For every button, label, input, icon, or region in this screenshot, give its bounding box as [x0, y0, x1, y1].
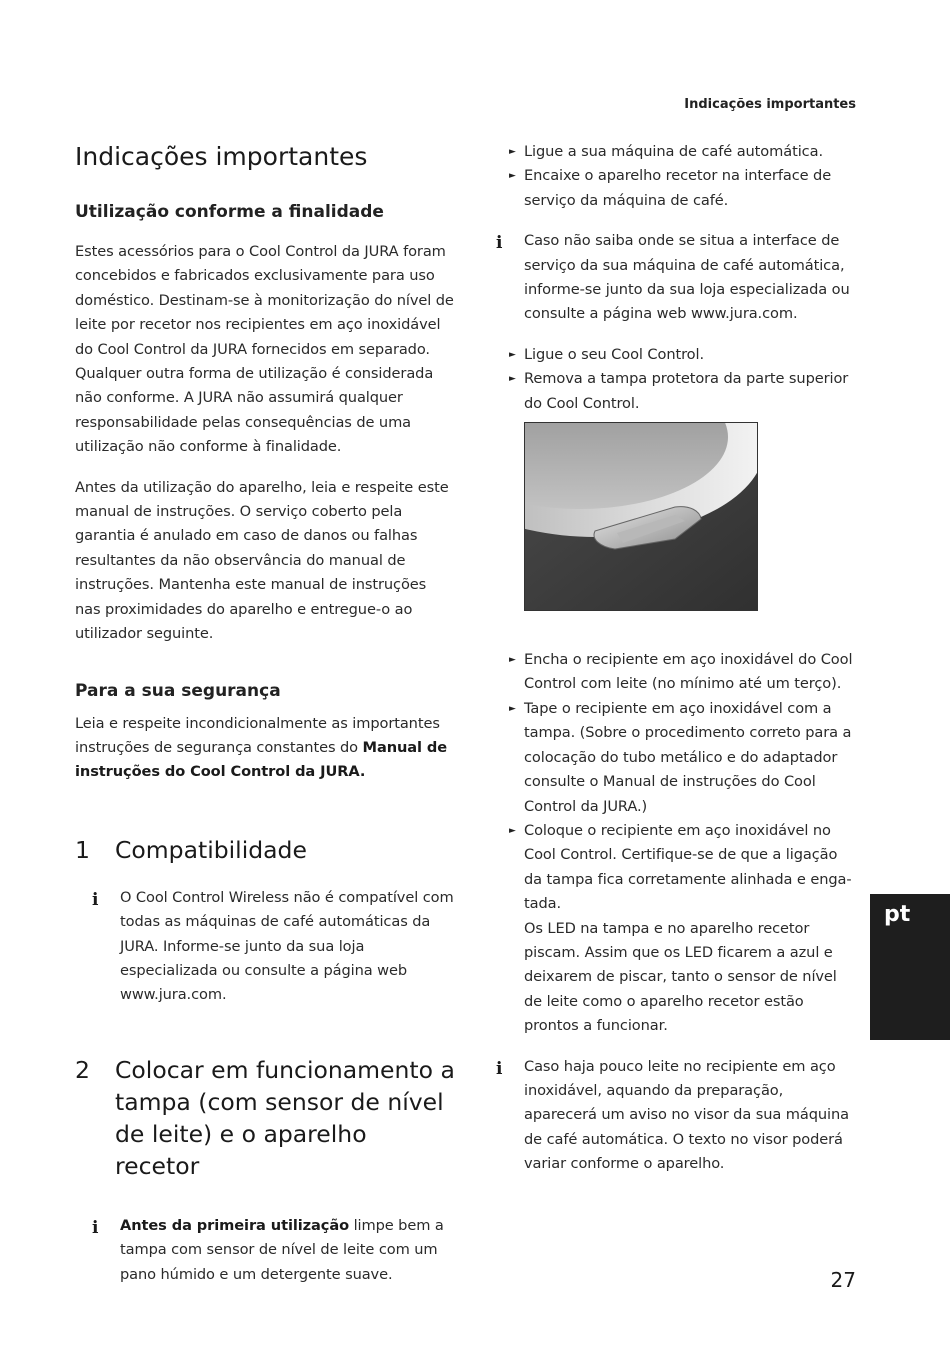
section-1-heading	[75, 834, 455, 866]
language-code: pt	[884, 902, 911, 927]
step-item	[496, 697, 858, 819]
safety-manual-reference: Manual de instruções do Cool Control da JURA.	[75, 738, 448, 781]
first-use-label: Antes da primeira utilização	[120, 1216, 350, 1234]
running-header: Indicações importantes	[684, 97, 856, 112]
page-title: Indicações importantes	[75, 142, 368, 171]
section-2-info-text	[120, 1214, 455, 1287]
section-1-info	[92, 886, 455, 1008]
step-text: Tape o recipiente em aço inoxidável com a tampa. (Sobre o procedimento correto para a colocação do tubo metálico e do adaptador consulte o Manual de instruções do Cool Control da JURA.)	[524, 699, 852, 815]
bullet-triangle-icon: ►	[509, 171, 516, 182]
bullet-triangle-icon: ►	[509, 147, 516, 157]
bullet-triangle-icon: ►	[509, 703, 516, 714]
paragraph-intended-use: Estes acessórios para o Cool Control da JURA foram concebidos e fabricados exclusivamente para uso doméstico. Destinam-se à monitorização do nível de leite por recetor nos recipientes em aço inoxidável do Cool Control da JURA fornecidos em separado. Qualquer outra forma de utilização é considerada não conforme. A JURA não assumirá qualquer responsabilidade pelas consequências de uma utilização não conforme à finalidade.	[75, 243, 454, 456]
step-text: Encha o recipiente em aço inoxidável do Cool Control com leite (no mínimo até um terço).	[524, 651, 853, 693]
interface-info	[496, 229, 858, 327]
info-icon: i	[92, 889, 99, 910]
cool-control-illustration	[524, 422, 758, 611]
low-milk-info-text: Caso haja pouco leite no recipiente em aço inoxidável, aquando da preparação, aparecerá um aviso no visor da sua máquina de café automática. O texto no visor poderá variar conforme o aparelho.	[524, 1057, 849, 1173]
step-item	[496, 367, 858, 416]
interface-info-text: Caso não saiba onde se situa a interface de serviço da sua máquina de café automática, informe-se junto da sua loja especializada ou consulte a página web www.jura.com.	[524, 232, 850, 323]
bullet-triangle-icon: ►	[509, 655, 516, 666]
step-text: Ligue a sua máquina de café automática.	[524, 143, 823, 160]
first-use-text: limpe bem a tampa com sensor de nível de leite com um pano húmido e um detergente suave.	[120, 1216, 444, 1283]
section-2-info	[92, 1214, 455, 1287]
info-icon: i	[92, 1217, 99, 1238]
step-item	[496, 164, 858, 213]
low-milk-info	[496, 1055, 858, 1177]
subtitle-safety: Para a sua segurança	[75, 680, 281, 701]
bullet-triangle-icon: ►	[509, 349, 516, 360]
step-text: Encaixe o aparelho recetor na interface de serviço da máquina de café.	[524, 167, 832, 209]
step-text: Ligue o seu Cool Control.	[524, 345, 704, 363]
cool-control-top-image	[525, 423, 758, 611]
step-item	[496, 648, 858, 697]
led-note: Os LED na tampa e no aparelho recetor piscam. Assim que os LED ficarem a azul e deixarem de piscar, tanto o sensor de nível de leite como o aparelho recetor estão prontos a funcionar.	[524, 919, 837, 1035]
language-tab	[870, 894, 950, 1040]
section-1-info-text: O Cool Control Wireless não é compatível com todas as máquinas de café automáticas da JURA. Informe-se junto da sua loja especializada ou consulte a página web www.jura.com.	[120, 888, 454, 1004]
section-1-title: Compatibilidade	[115, 835, 307, 864]
step-text: Coloque o recipiente em aço inoxidável no Cool Control. Certifique-se de que a ligação da tampa fica corretamente alinhada e enga-tada.	[524, 821, 852, 913]
bullet-triangle-icon: ►	[509, 825, 516, 836]
paragraph-safety	[75, 712, 455, 785]
section-1-number: 1	[75, 835, 90, 864]
right-column	[496, 140, 858, 1177]
step-item	[496, 343, 858, 367]
section-2-title: Colocar em funcionamento a tampa (com sensor de nível de leite) e o aparelho recetor	[115, 1055, 455, 1180]
safety-text: Leia e respeite incondicionalmente as importantes instruções de segurança constantes do	[75, 714, 440, 756]
section-2-number: 2	[75, 1055, 90, 1084]
subtitle-intended-use: Utilização conforme a finalidade	[75, 202, 384, 222]
section-2-heading	[75, 1054, 455, 1182]
step-item	[496, 819, 858, 917]
info-icon: i	[496, 1058, 503, 1079]
page-number: 27	[830, 1268, 856, 1292]
step-item	[496, 140, 858, 164]
left-column	[75, 140, 455, 1287]
info-icon: i	[496, 233, 503, 254]
step-text: Remova a tampa protetora da parte superior do Cool Control.	[524, 370, 849, 412]
bullet-triangle-icon: ►	[509, 374, 516, 385]
paragraph-manual: Antes da utilização do aparelho, leia e respeite este manual de instruções. O serviço coberto pela garantia é anulado em caso de danos ou falhas resultantes da não observância do manual de instruções. Mantenha este manual de instruções nas proximidades do aparelho e entregue-o ao utilizador seguinte.	[75, 478, 449, 643]
